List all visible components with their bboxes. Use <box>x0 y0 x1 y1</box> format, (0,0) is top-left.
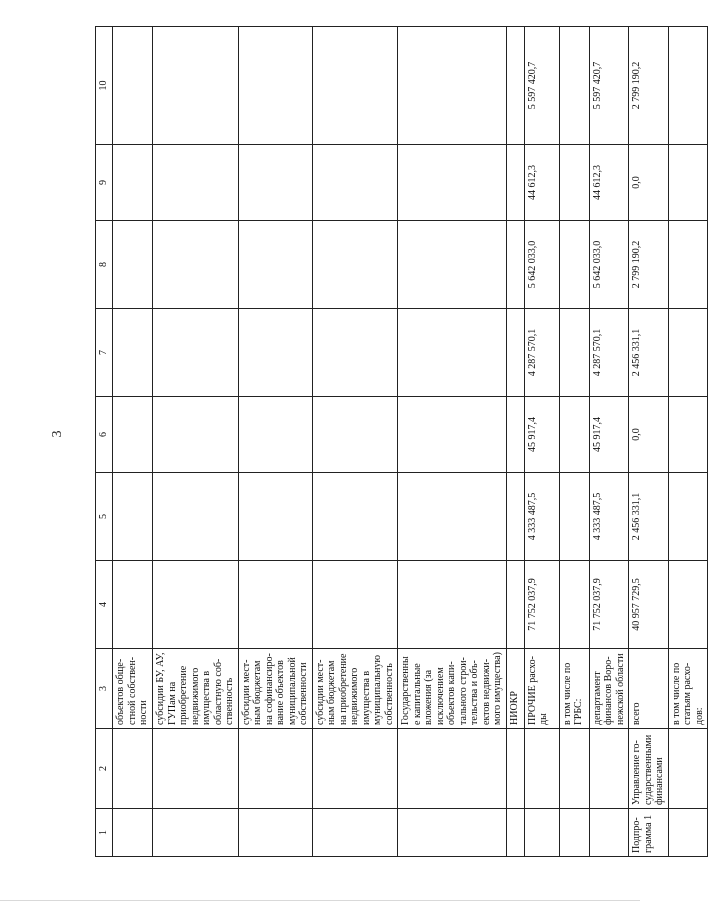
table-cell <box>506 473 524 561</box>
column-number: 1 <box>96 809 113 857</box>
table-cell: субсидии БУ, АУ, ГУПам на приобретение недвижимого имущества в областную соб-ственность <box>153 649 239 729</box>
table-cell <box>238 27 312 145</box>
table-cell <box>668 397 708 473</box>
table-cell <box>398 221 507 309</box>
table-row <box>506 27 524 857</box>
column-number: 5 <box>96 473 113 561</box>
table-row <box>312 27 398 857</box>
table-cell <box>506 729 524 809</box>
table-cell: 45 917,4 <box>524 397 559 473</box>
table-row <box>589 27 629 857</box>
column-number: 8 <box>96 221 113 309</box>
table-cell <box>398 397 507 473</box>
table-cell <box>559 397 589 473</box>
table-cell <box>668 729 708 809</box>
table-cell <box>153 397 239 473</box>
table-cell <box>113 397 153 473</box>
page-bottom-line <box>0 900 640 901</box>
table-cell <box>524 729 559 809</box>
table-cell <box>238 809 312 857</box>
table-cell: НИОКР <box>506 649 524 729</box>
table-cell: Управление го-сударственными финансами <box>629 729 669 809</box>
table-cell <box>312 473 398 561</box>
table-cell <box>398 809 507 857</box>
table-cell <box>153 145 239 221</box>
table-cell: Государственные капитальные вложения (за исключением объектов капи-тального строи-тельства и объ-ектов недвижи-мого имущества) <box>398 649 507 729</box>
table-cell <box>559 561 589 649</box>
table-cell <box>668 221 708 309</box>
table-cell <box>668 145 708 221</box>
table-cell <box>506 561 524 649</box>
table-cell: 44 612,3 <box>589 145 629 221</box>
column-number: 4 <box>96 561 113 649</box>
table-cell <box>113 309 153 397</box>
table-cell: всего <box>629 649 669 729</box>
column-number: 7 <box>96 309 113 397</box>
table-cell <box>238 145 312 221</box>
table-row <box>524 27 559 857</box>
table-cell <box>506 221 524 309</box>
table-cell: 71 752 037,9 <box>589 561 629 649</box>
table-cell <box>398 561 507 649</box>
table-cell: в том числе по статьям расхо-дов: <box>668 649 708 729</box>
column-number: 3 <box>96 649 113 729</box>
table-row <box>153 27 239 857</box>
expenditure-table <box>95 26 708 857</box>
column-number-row <box>96 27 113 857</box>
table-cell <box>668 473 708 561</box>
page-number: 3 <box>50 430 65 438</box>
table-cell <box>238 561 312 649</box>
table-cell <box>398 729 507 809</box>
table-cell <box>668 561 708 649</box>
table-cell <box>506 27 524 145</box>
table-cell <box>153 221 239 309</box>
table-row <box>629 27 669 857</box>
table-cell: 5 642 033,0 <box>524 221 559 309</box>
table-cell <box>113 809 153 857</box>
table-cell: в том числе по ГРБС: <box>559 649 589 729</box>
table-cell <box>398 309 507 397</box>
table-cell <box>113 145 153 221</box>
table-cell <box>312 27 398 145</box>
table-cell <box>506 397 524 473</box>
table-cell <box>153 473 239 561</box>
table-cell <box>398 473 507 561</box>
table-row <box>238 27 312 857</box>
table-cell <box>524 809 559 857</box>
table-cell: 2 799 190,2 <box>629 221 669 309</box>
table-cell <box>238 473 312 561</box>
table-cell: 2 799 190,2 <box>629 27 669 145</box>
table-cell <box>312 809 398 857</box>
table-row <box>113 27 153 857</box>
table-cell <box>398 145 507 221</box>
table-cell <box>506 309 524 397</box>
table-cell: 4 333 487,5 <box>589 473 629 561</box>
table-cell <box>238 221 312 309</box>
table-cell <box>506 809 524 857</box>
table-cell <box>312 561 398 649</box>
table-body <box>96 27 708 857</box>
table-cell <box>559 221 589 309</box>
column-number: 9 <box>96 145 113 221</box>
table-cell: 2 456 331,1 <box>629 473 669 561</box>
table-cell: 44 612,3 <box>524 145 559 221</box>
table-cell <box>668 309 708 397</box>
table-cell <box>312 221 398 309</box>
table-row <box>398 27 507 857</box>
table-cell <box>506 145 524 221</box>
table-cell: Подпро-грамма 1 <box>629 809 669 857</box>
column-number: 2 <box>96 729 113 809</box>
table-cell: 2 456 331,1 <box>629 309 669 397</box>
table-cell <box>398 27 507 145</box>
table-cell: 4 333 487,5 <box>524 473 559 561</box>
table-cell: субсидии мест-ным бюджетам на софинансиро-вание объектов муниципальной собственности <box>238 649 312 729</box>
table-cell <box>113 221 153 309</box>
table-cell: 5 597 420,7 <box>524 27 559 145</box>
table-cell <box>312 145 398 221</box>
table-cell: 5 642 033,0 <box>589 221 629 309</box>
table-cell <box>668 809 708 857</box>
table-row <box>668 27 708 857</box>
table-cell <box>153 561 239 649</box>
table-cell: 5 597 420,7 <box>589 27 629 145</box>
table-cell <box>312 309 398 397</box>
table-cell <box>113 729 153 809</box>
table-cell <box>153 27 239 145</box>
table-cell <box>589 729 629 809</box>
table-cell <box>559 473 589 561</box>
rotated-table-container <box>95 0 705 857</box>
table-cell: субсидии мест-ным бюджетам на приобретение недвижимого имущества в муниципальную собственность <box>312 649 398 729</box>
table-row <box>559 27 589 857</box>
table-cell: 4 287 570,1 <box>589 309 629 397</box>
table-cell: 0,0 <box>629 397 669 473</box>
table-cell <box>312 397 398 473</box>
table-cell <box>312 729 398 809</box>
table-cell: ПРОЧИЕ расхо-ды <box>524 649 559 729</box>
table-cell: 71 752 037,9 <box>524 561 559 649</box>
table-cell: департамент финансов Воро-нежской области <box>589 649 629 729</box>
table-cell <box>238 397 312 473</box>
table-cell <box>559 729 589 809</box>
table-cell: объектов обще-стной собствен-ности <box>113 649 153 729</box>
table-cell <box>113 473 153 561</box>
table-cell: 40 957 729,5 <box>629 561 669 649</box>
table-cell <box>668 27 708 145</box>
table-cell: 4 287 570,1 <box>524 309 559 397</box>
table-cell <box>238 309 312 397</box>
table-cell <box>559 145 589 221</box>
table-cell <box>153 729 239 809</box>
table-cell <box>153 309 239 397</box>
table-cell <box>559 809 589 857</box>
table-cell <box>113 561 153 649</box>
table-cell <box>113 27 153 145</box>
table-cell <box>589 809 629 857</box>
table-cell: 0,0 <box>629 145 669 221</box>
column-number: 10 <box>96 27 113 145</box>
table-cell <box>153 809 239 857</box>
table-cell <box>238 729 312 809</box>
table-cell: 45 917,4 <box>589 397 629 473</box>
table-cell <box>559 27 589 145</box>
column-number: 6 <box>96 397 113 473</box>
table-cell <box>559 309 589 397</box>
